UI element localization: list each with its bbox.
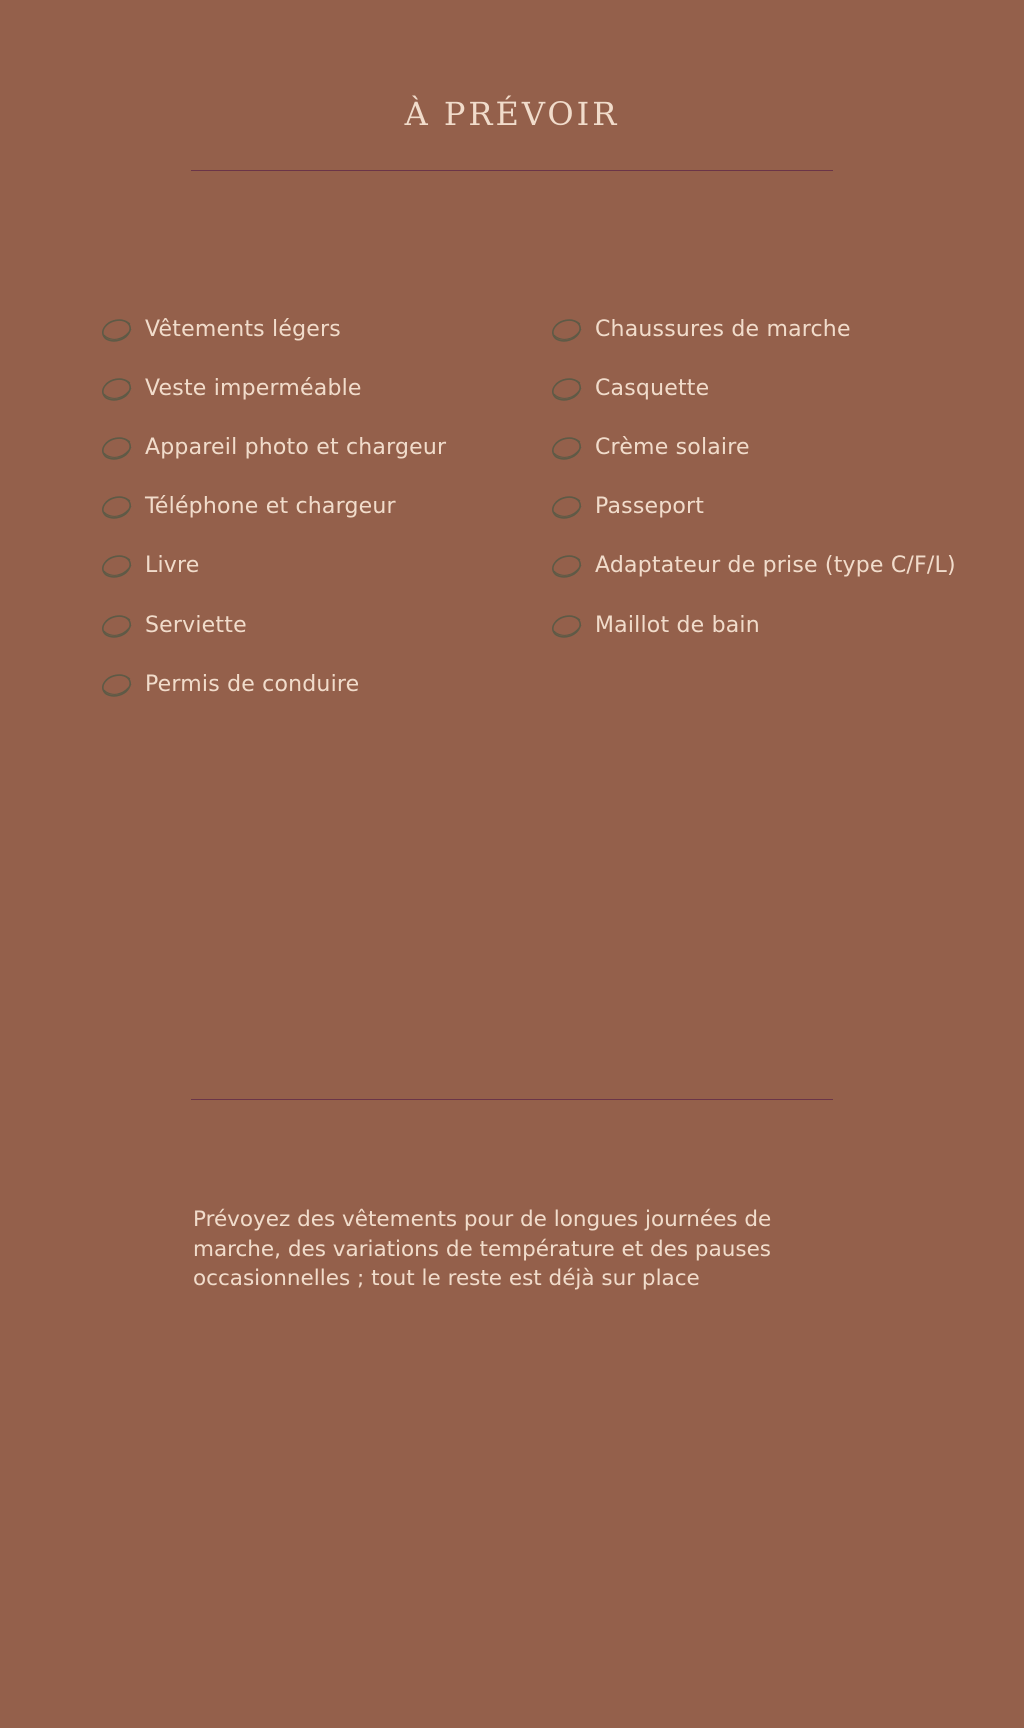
checkbox-icon[interactable] bbox=[550, 434, 584, 462]
checklist-item-label: Veste imperméable bbox=[145, 375, 362, 401]
checklist-item[interactable] bbox=[550, 596, 1010, 655]
top-divider bbox=[191, 170, 833, 171]
checklist-right-column bbox=[550, 300, 1010, 655]
bottom-divider bbox=[191, 1099, 833, 1100]
checklist-item[interactable] bbox=[100, 418, 540, 477]
checklist-item-label: Téléphone et chargeur bbox=[145, 494, 396, 520]
checklist-item-label: Permis de conduire bbox=[145, 671, 360, 697]
checkbox-icon[interactable] bbox=[100, 375, 134, 403]
checkbox-icon[interactable] bbox=[100, 671, 134, 699]
checklist-item[interactable] bbox=[550, 300, 1010, 359]
checklist-item-label: Serviette bbox=[145, 612, 247, 638]
packing-note: Prévoyez des vêtements pour de longues journées de marche, des variations de température et des pauses occasionnelles ; tout le reste est déjà sur place bbox=[193, 1207, 772, 1291]
checkbox-icon[interactable] bbox=[100, 434, 134, 462]
checklist-item[interactable] bbox=[550, 418, 1010, 477]
checklist-item[interactable] bbox=[100, 478, 540, 537]
checklist-item[interactable] bbox=[100, 537, 540, 596]
checklist-item-label: Chaussures de marche bbox=[595, 316, 851, 342]
page-title: À PRÉVOIR bbox=[404, 95, 620, 133]
checklist-item[interactable] bbox=[100, 300, 540, 359]
checklist-item-label: Adaptateur de prise (type C/F/L) bbox=[595, 553, 956, 579]
checkbox-icon[interactable] bbox=[550, 493, 584, 521]
checklist-item[interactable] bbox=[550, 537, 1010, 596]
checklist-item-label: Passeport bbox=[595, 494, 705, 520]
checklist-item[interactable] bbox=[550, 359, 1010, 418]
checkbox-icon[interactable] bbox=[550, 375, 584, 403]
checkbox-icon[interactable] bbox=[100, 552, 134, 580]
checkbox-icon[interactable] bbox=[100, 493, 134, 521]
checklist-item-label: Vêtements légers bbox=[145, 316, 341, 342]
checklist-item-label: Maillot de bain bbox=[595, 612, 760, 638]
checkbox-icon[interactable] bbox=[550, 612, 584, 640]
checkbox-icon[interactable] bbox=[100, 612, 134, 640]
checkbox-icon[interactable] bbox=[100, 316, 134, 344]
checklist-item-label: Appareil photo et chargeur bbox=[145, 434, 447, 460]
checklist-left-column bbox=[100, 300, 540, 714]
checklist-item-label: Casquette bbox=[595, 375, 710, 401]
checkbox-icon[interactable] bbox=[550, 552, 584, 580]
checklist-item-label: Livre bbox=[145, 553, 200, 579]
checklist-item[interactable] bbox=[550, 478, 1010, 537]
checkbox-icon[interactable] bbox=[550, 316, 584, 344]
checklist-item[interactable] bbox=[100, 596, 540, 655]
checklist-item-label: Crème solaire bbox=[595, 434, 750, 460]
checklist-item[interactable] bbox=[100, 655, 540, 714]
checklist-item[interactable] bbox=[100, 359, 540, 418]
